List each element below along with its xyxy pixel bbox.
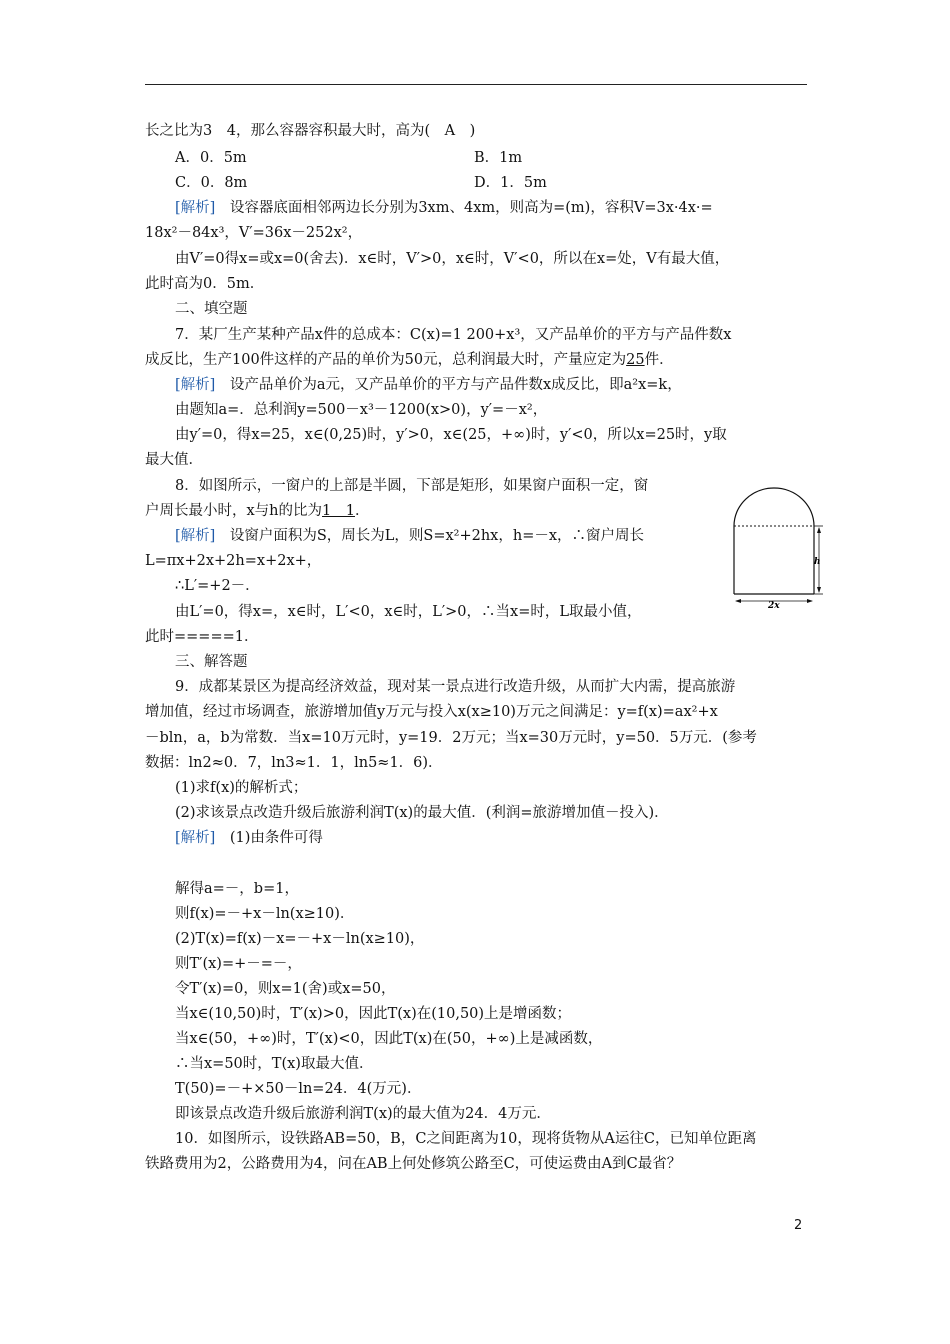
text-line — [145, 350, 674, 370]
text-span: (1)由条件可得 — [215, 830, 323, 846]
option-c: C．0．8m — [175, 175, 248, 191]
option-d: D．1．5m — [474, 175, 547, 191]
section-heading: 二、填空题 — [175, 301, 248, 317]
text-line: 解得a=－，b=1， — [175, 881, 299, 897]
text-span: 成反比，生产100件这样的产品的单价为50元，总利润最大时，产量应定为 — [145, 352, 627, 368]
text-line: 由题知a=．总利润y=500－x³－1200(x>0)，y′=－x²， — [175, 402, 548, 418]
text-line: 令T′(x)=0，则x=1(舍)或x=50， — [175, 981, 396, 997]
text-line: 7．某厂生产某种产品x件的总成本：C(x)=1 200+x³，又产品单价的平方与产品件数x — [175, 327, 732, 343]
text-line: 10．如图所示，设铁路AB=50，B，C之间距离为10，现将货物从A运往C，已知单位距离 — [175, 1131, 757, 1147]
text-line: (2)求该景点改造升级后旅游利润T(x)的最大值．(利润=旅游增加值－投入)． — [175, 805, 669, 821]
text-line: 则T′(x)=+－=－， — [175, 956, 302, 972]
h-arrow-down — [817, 587, 821, 593]
analysis-tag: [解析] — [175, 377, 216, 393]
width-label: 2x — [768, 601, 780, 611]
text-line: ∴当x=50时，T(x)取最大值． — [175, 1056, 374, 1072]
text-span: ． — [354, 503, 370, 519]
text-line: 由L′=0，得x=，x∈时，L′<0，x∈时，L′>0，∴当x=时，L取最小值， — [175, 604, 642, 620]
option-a: A．0．5m — [175, 150, 247, 166]
text-line: 此时=====1． — [145, 629, 259, 645]
h-arrow-up — [817, 527, 821, 533]
section-heading: 三、解答题 — [175, 654, 248, 670]
page-number: 2 — [794, 1218, 803, 1233]
width-arrow-left — [735, 599, 741, 603]
text-line: T(50)=－+×50－ln=24．4(万元)． — [175, 1081, 422, 1097]
text-line: (2)T(x)=f(x)－x=－+x－ln(x≥10)， — [175, 931, 425, 947]
h-label: h — [814, 557, 821, 567]
text-line — [175, 198, 713, 218]
text-line: －bln，a，b为常数．当x=10万元时，y=19．2万元；当x=30万元时，y=50．5万元．(参考 — [145, 730, 757, 746]
text-line: 长之比为3 4，那么容器容积最大时，高为( A ) — [145, 123, 476, 139]
text-line: L=πx+2x+2h=x+2x+， — [145, 553, 322, 569]
text-line: 9．成都某景区为提高经济效益，现对某一景点进行改造升级，从而扩大内需，提高旅游 — [175, 679, 736, 695]
text-line: 由V′=0得x=或x=0(舍去)．x∈时，V′>0，x∈时，V′<0，所以在x=处，V有最大值， — [175, 251, 730, 267]
analysis-tag: [解析] — [175, 200, 216, 216]
analysis-tag: [解析] — [175, 528, 216, 544]
text-span: 设容器底面相邻两边长分别为3xm、4xm，则高为=(m)，容积V=3x·4x·= — [215, 200, 713, 216]
answer-blank: 25 — [626, 352, 645, 368]
width-arrow-right — [807, 599, 813, 603]
text-span: 件． — [644, 352, 674, 368]
text-line — [175, 526, 644, 546]
text-line: 数据：ln2≈0．7，ln3≈1．1，ln5≈1．6)． — [145, 755, 443, 771]
text-line: 由y′=0，得x=25，x∈(0,25)时，y′>0，x∈(25，+∞)时，y′<0，所以x=25时，y取 — [175, 427, 727, 443]
text-line: 增加值，经过市场调查，旅游增加值y万元与投入x(x≥10)万元之间满足：y=f(x)=ax²+x — [145, 704, 718, 720]
text-line: 铁路费用为2，公路费用为4，问在AB上何处修筑公路至C，可使运费由A到C最省？ — [145, 1156, 682, 1172]
option-b: B．1m — [474, 150, 523, 166]
text-line: 18x²－84x³，V′=36x－252x²， — [145, 225, 363, 241]
text-line: 则f(x)=－+x－ln(x≥10)． — [175, 906, 355, 922]
semicircle-top — [734, 488, 814, 526]
text-line: 即该景点改造升级后旅游利润T(x)的最大值为24．4万元． — [175, 1106, 551, 1122]
header-rule — [145, 84, 807, 85]
text-line: (1)求f(x)的解析式； — [175, 780, 308, 796]
text-span: 户周长最小时，x与h的比为 — [145, 503, 323, 519]
analysis-tag: [解析] — [175, 830, 216, 846]
text-line: 当x∈(50，+∞)时，T′(x)<0，因此T(x)在(50，+∞)上是减函数， — [175, 1031, 603, 1047]
text-line — [145, 501, 369, 521]
text-line: 当x∈(10,50)时，T′(x)>0，因此T(x)在(10,50)上是增函数； — [175, 1006, 572, 1022]
text-span: 设产品单价为a元，又产品单价的平方与产品件数x成反比，即a²x=k， — [215, 377, 682, 393]
text-line: 最大值． — [145, 452, 203, 468]
text-line: ∴L′=+2－． — [175, 578, 260, 594]
text-line — [175, 828, 323, 848]
text-line: 此时高为0．5m． — [145, 276, 265, 292]
text-line — [175, 375, 682, 395]
window-figure — [728, 484, 828, 614]
text-line: 8．如图所示，一窗户的上部是半圆，下部是矩形，如果窗户面积一定，窗 — [175, 478, 649, 494]
answer-blank: 1 1 — [322, 503, 355, 519]
text-span: 设窗户面积为S，周长为L，则S=x²+2hx，h=－x，∴窗户周长 — [215, 528, 645, 544]
